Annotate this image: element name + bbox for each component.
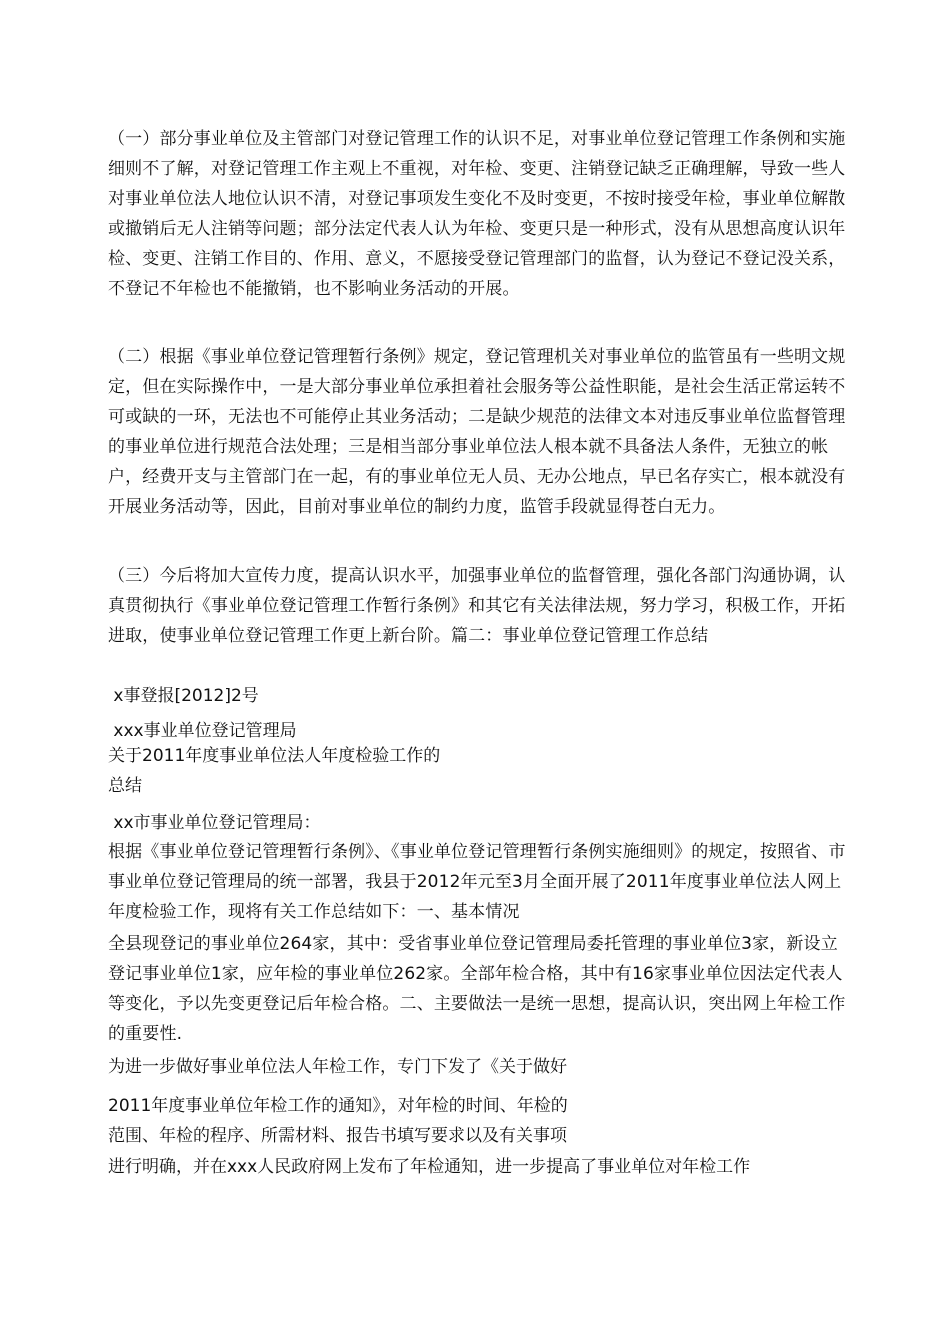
paragraph-1: （一）部分事业单位及主管部门对登记管理工作的认识不足，对事业单位登记管理工作条例和实施细则不了解，对登记管理工作主观上不重视，对年检、变更、注销登记缺乏正确理解，导致一些人对事业单位法人地位认识不清，对登记事项发生变化不及时变更，不按时接受年检，事业单位解散或撤销后无人注销等问题；部分法定代表人认为年检、变更只是一种形式，没有从思想高度认识年检、变更、注销工作目的、作用、意义，不愿接受登记管理部门的监督，认为登记不登记没关系，不登记不年检也不能撤销，也不影响业务活动的开展。 <box>108 129 846 299</box>
paragraph-2: （二）根据《事业单位登记管理暂行条例》规定，登记管理机关对事业单位的监管虽有一些明文规定，但在实际操作中，一是大部分事业单位承担着社会服务等公益性职能，是社会生活正常运转不可或缺的一环，无法也不可能停止其业务活动；二是缺少规范的法律文本对违反事业单位监督管理的事业单位进行规范合法处理；三是相当部分事业单位法人根本就不具备法人条件，无独立的帐户，经费开支与主管部门在一起，有的事业单位无人员、无办公地点，早已名存实亡，根本就没有开展业务活动等，因此，目前对事业单位的制约力度，监管手段就显得苍白无力。 <box>108 347 846 517</box>
summary-title-line-2: 总结 <box>108 776 142 796</box>
body-line-3: 为进一步做好事业单位法人年检工作，专门下发了《关于做好 <box>108 1057 567 1077</box>
summary-title-line-1: 关于2011年度事业单位法人年度检验工作的 <box>108 746 441 766</box>
body-line-6: 进行明确，并在xxx人民政府网上发布了年检通知，进一步提高了事业单位对年检工作 <box>108 1157 751 1177</box>
body-line-4: 2011年度事业单位年检工作的通知》，对年检的时间、年检的 <box>108 1096 568 1116</box>
addressee: xx市事业单位登记管理局： <box>108 813 321 833</box>
document-number: x事登报[2012]2号 <box>108 686 259 706</box>
issuing-office: xxx事业单位登记管理局 <box>108 721 297 741</box>
paragraph-3: （三）今后将加大宣传力度，提高认识水平，加强事业单位的监督管理，强化各部门沟通协调，认真贯彻执行《事业单位登记管理工作暂行条例》和其它有关法律法规，努力学习，积极工作，开拓进取，使事业单位登记管理工作更上新台阶。篇二：事业单位登记管理工作总结 <box>108 566 846 646</box>
body-paragraph-1: 根据《事业单位登记管理暂行条例》、《事业单位登记管理暂行条例实施细则》的规定，按照省、市事业单位登记管理局的统一部署，我县于2012年元至3月全面开展了2011年度事业单位法人网上年度检验工作，现将有关工作总结如下：一、基本情况 <box>108 842 846 922</box>
body-paragraph-2: 全县现登记的事业单位264家，其中：受省事业单位登记管理局委托管理的事业单位3家，新设立登记事业单位1家，应年检的事业单位262家。全部年检合格，其中有16家事业单位因法定代表人等变化，予以先变更登记后年检合格。二、主要做法一是统一思想，提高认识，突出网上年检工作的重要性. <box>108 934 846 1044</box>
body-line-5: 范围、年检的程序、所需材料、报告书填写要求以及有关事项 <box>108 1126 567 1146</box>
